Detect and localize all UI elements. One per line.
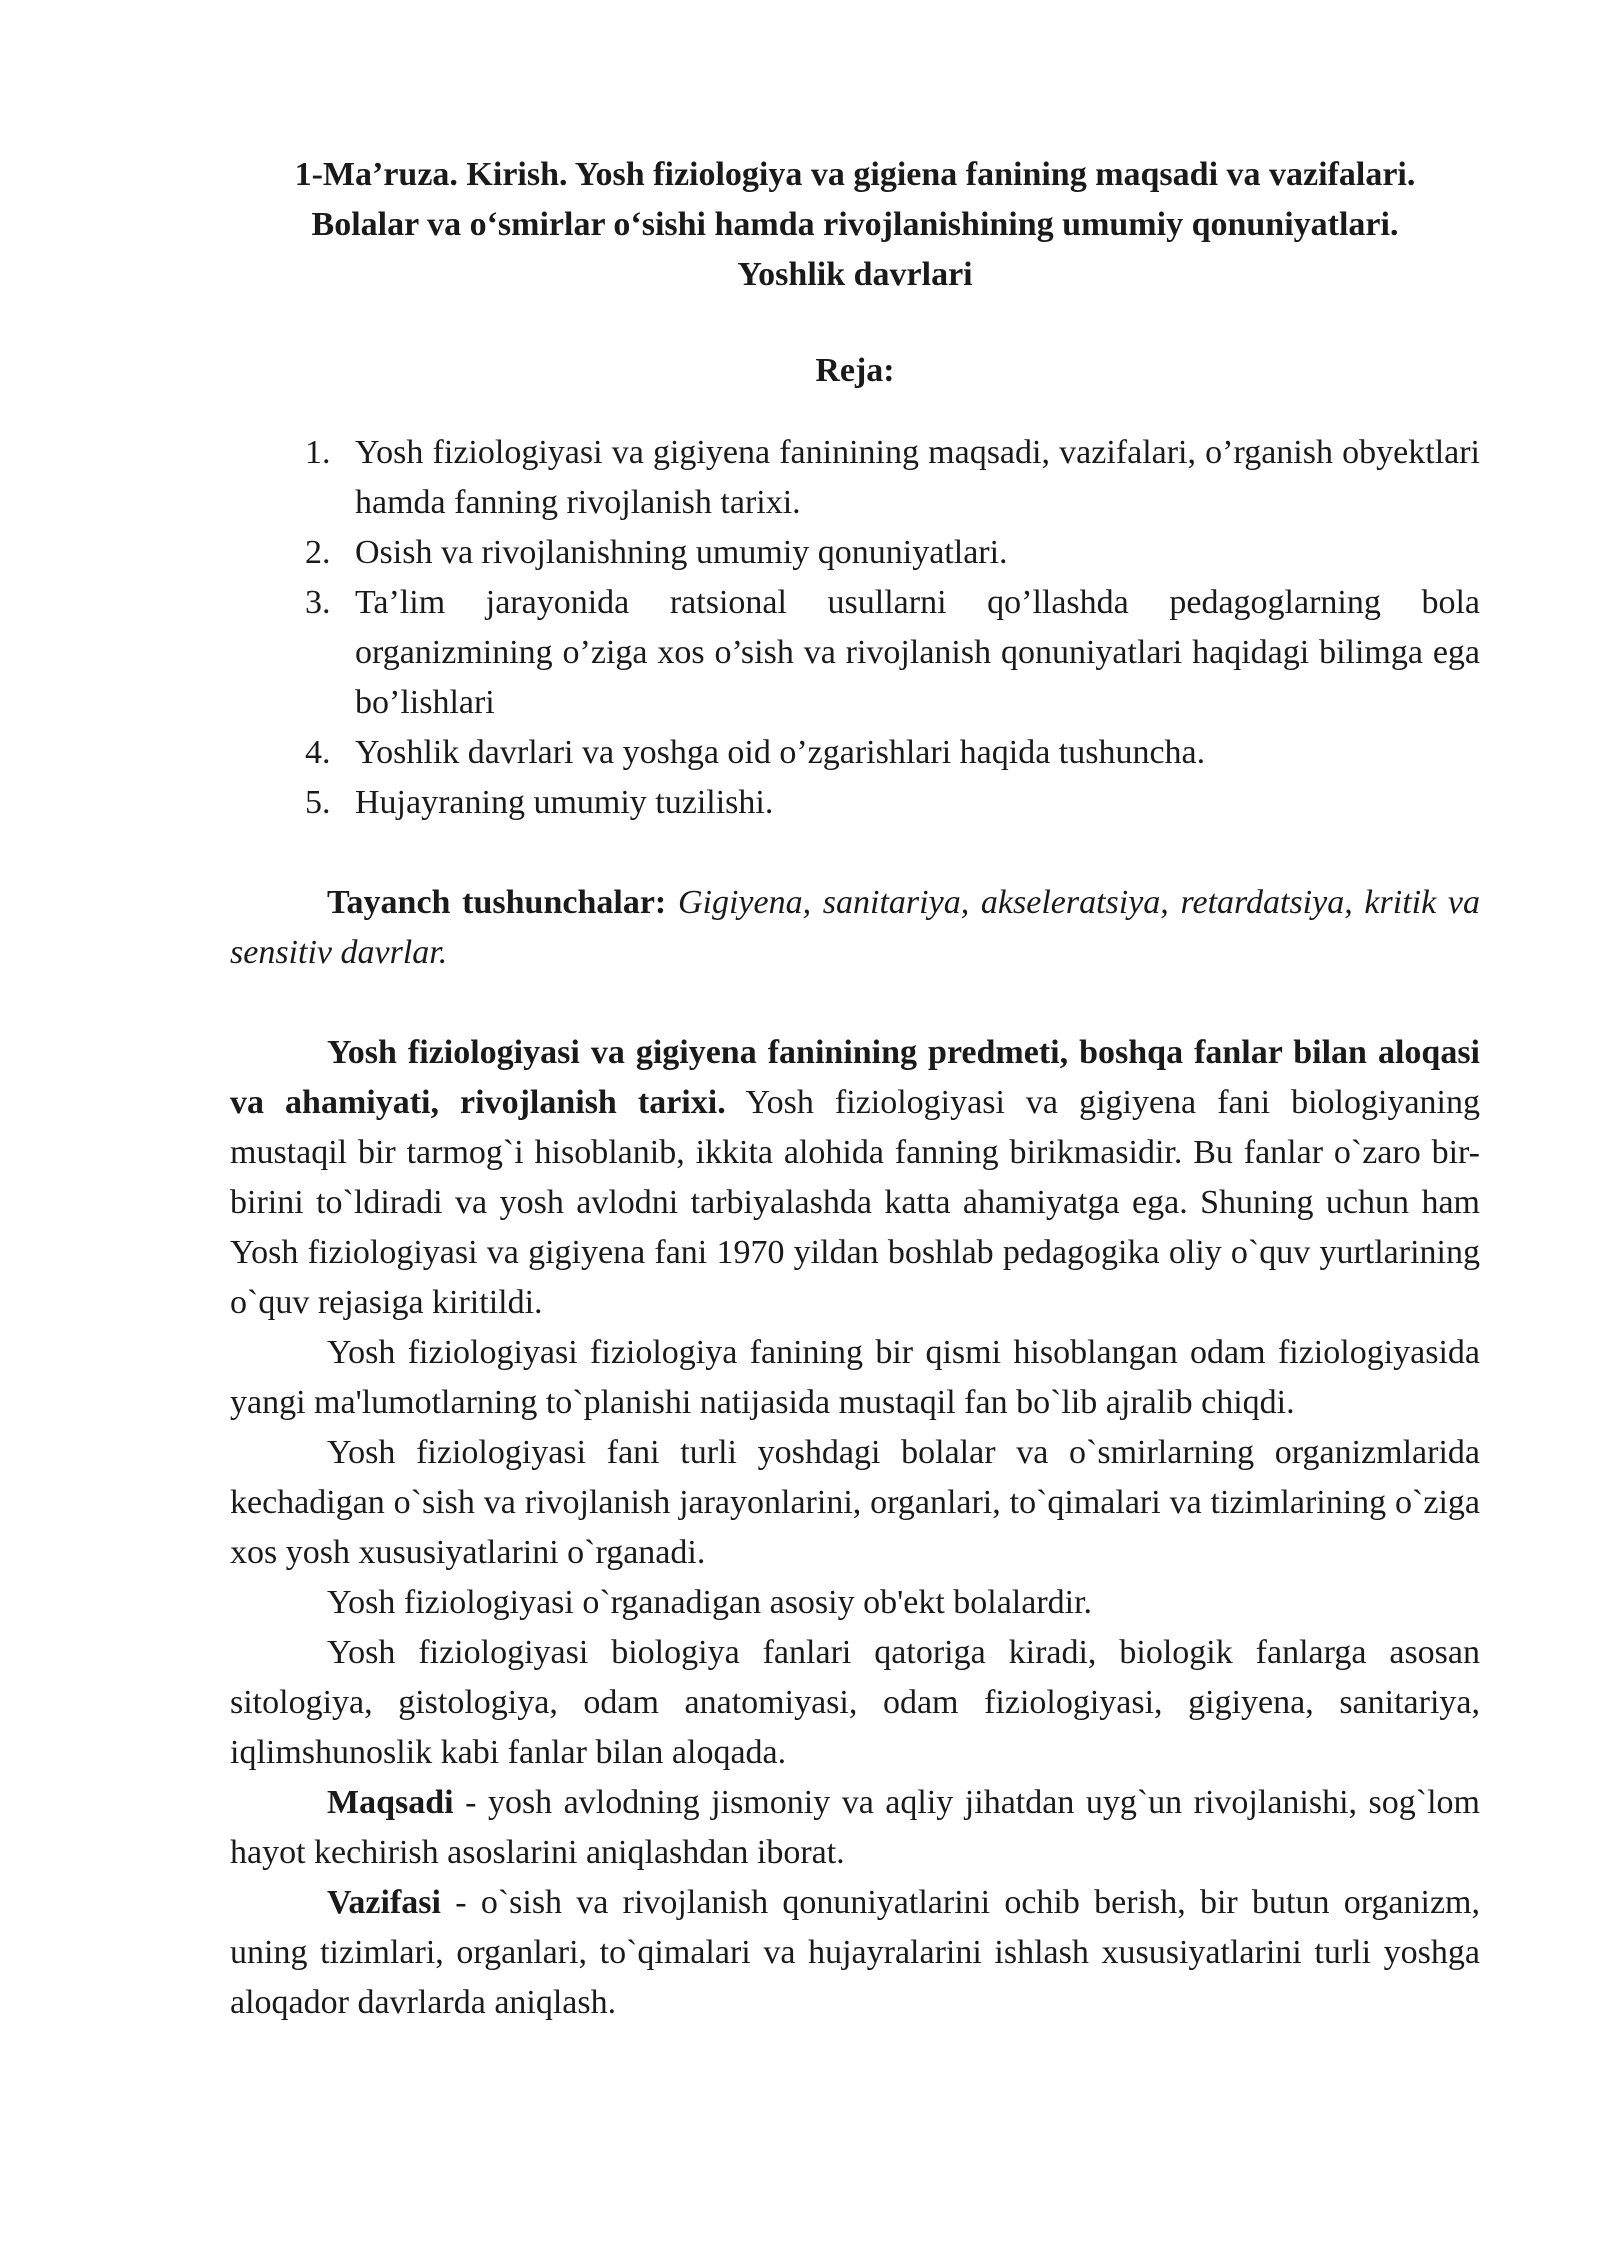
key-concepts-text: Gigiyena, sanitariya, akseleratsiya, retardatsiya, kritik va sensitiv davrlar. (230, 884, 1480, 971)
lecture-title: 1-Ma’ruza. Kirish. Yosh fiziologiya va gigiena fanining maqsadi va vazifalari. Bolalar va o‘smirlar o‘sishi hamda rivojlanishining umumiy qonuniyatlari. Yoshlik davrlari (294, 156, 1416, 293)
key-concepts (230, 878, 1480, 978)
plan-list (230, 428, 1480, 828)
plan-item (305, 728, 1480, 778)
plan-item-text: Yosh fiziologiyasi va gigiyena faninining maqsadi, vazifalari, o’rganish obyektlari hamda fanning rivojlanish tarixi. (355, 434, 1480, 521)
document-page (230, 150, 1480, 2028)
goal-label: Maqsadi (327, 1784, 454, 1821)
plan-item-number: 4. (305, 734, 331, 771)
section-intro-text: Yosh fiziologiyasi va gigiyena fani biologiyaning mustaqil bir tarmog`i hisoblanib, ikkita alohida fanning birikmasidir. Bu fanlar o`zaro bir-birini to`ldiradi va yosh avlodni tarbiyalashda katta ahamiyatga ega. Shuning uchun ham Yosh fiziologiyasi va gigiyena fani 1970 yildan boshlab pedagogika oliy o`quv yurtlarining o`quv rejasiga kiritildi. (230, 1084, 1480, 1321)
body-paragraph: Yosh fiziologiyasi fani turli yoshdagi bolalar va o`smirlarning organizmlarida kechadigan o`sish va rivojlanish jarayonlarini, organlari, to`qimalari va tizimlarining o`ziga xos yosh xususiyatlarini o`rganadi. (230, 1434, 1480, 1571)
plan-item (305, 528, 1480, 578)
plan-item (305, 778, 1480, 828)
key-concepts-label: Tayanch tushunchalar: (327, 884, 667, 921)
plan-item-number: 5. (305, 784, 331, 821)
section-heading: Yosh fiziologiyasi va gigiyena faninining predmeti, boshqa fanlar bilan aloqasi va ahamiyati, rivojlanish tarixi. (230, 1034, 1480, 1121)
task-paragraph (230, 1878, 1480, 2028)
body-paragraph: Yosh fiziologiyasi biologiya fanlari qatoriga kiradi, biologik fanlarga asosan sitologiya, gistologiya, odam anatomiyasi, odam fiziologiyasi, gigiyena, sanitariya, iqlimshunoslik kabi fanlar bilan aloqada. (230, 1634, 1480, 1771)
plan-item (305, 578, 1480, 728)
plan-item-text: Osish va rivojlanishning umumiy qonuniyatlari. (355, 534, 1008, 571)
plan-item-number: 1. (305, 434, 331, 471)
plan-item-text: Hujayraning umumiy tuzilishi. (355, 784, 774, 821)
plan-item-text: Ta’lim jarayonida ratsional usullarni qo’llashda pedagoglarning bola organizmining o’ziga xos o’sish va rivojlanish qonuniyatlari haqidagi bilimga ega bo’lishlari (355, 584, 1480, 721)
plan-item-number: 3. (305, 584, 331, 621)
task-label: Vazifasi (327, 1884, 441, 1921)
goal-paragraph (230, 1778, 1480, 1878)
plan-item-number: 2. (305, 534, 331, 571)
body-paragraph: Yosh fiziologiyasi o`rganadigan asosiy ob'ekt bolalardir. (327, 1584, 1093, 1621)
section-intro-paragraph (230, 1028, 1480, 1328)
plan-heading: Reja: (815, 352, 895, 389)
task-text: - o`sish va rivojlanish qonuniyatlarini ochib berish, bir butun organizm, uning tizimlari, organlari, to`qimalari va hujayralarini ishlash xususiyatlarini turli yoshga aloqador davrlarda aniqlash. (230, 1884, 1480, 2021)
plan-item (305, 428, 1480, 528)
plan-item-text: Yoshlik davrlari va yoshga oid o’zgarishlari haqida tushuncha. (355, 734, 1206, 771)
goal-text: - yosh avlodning jismoniy va aqliy jihatdan uyg`un rivojlanishi, sog`lom hayot kechirish asoslarini aniqlashdan iborat. (230, 1784, 1480, 1871)
body-paragraph: Yosh fiziologiyasi fiziologiya fanining bir qismi hisoblangan odam fiziologiyasida yangi ma'lumotlarning to`planishi natijasida mustaqil fan bo`lib ajralib chiqdi. (230, 1334, 1480, 1421)
